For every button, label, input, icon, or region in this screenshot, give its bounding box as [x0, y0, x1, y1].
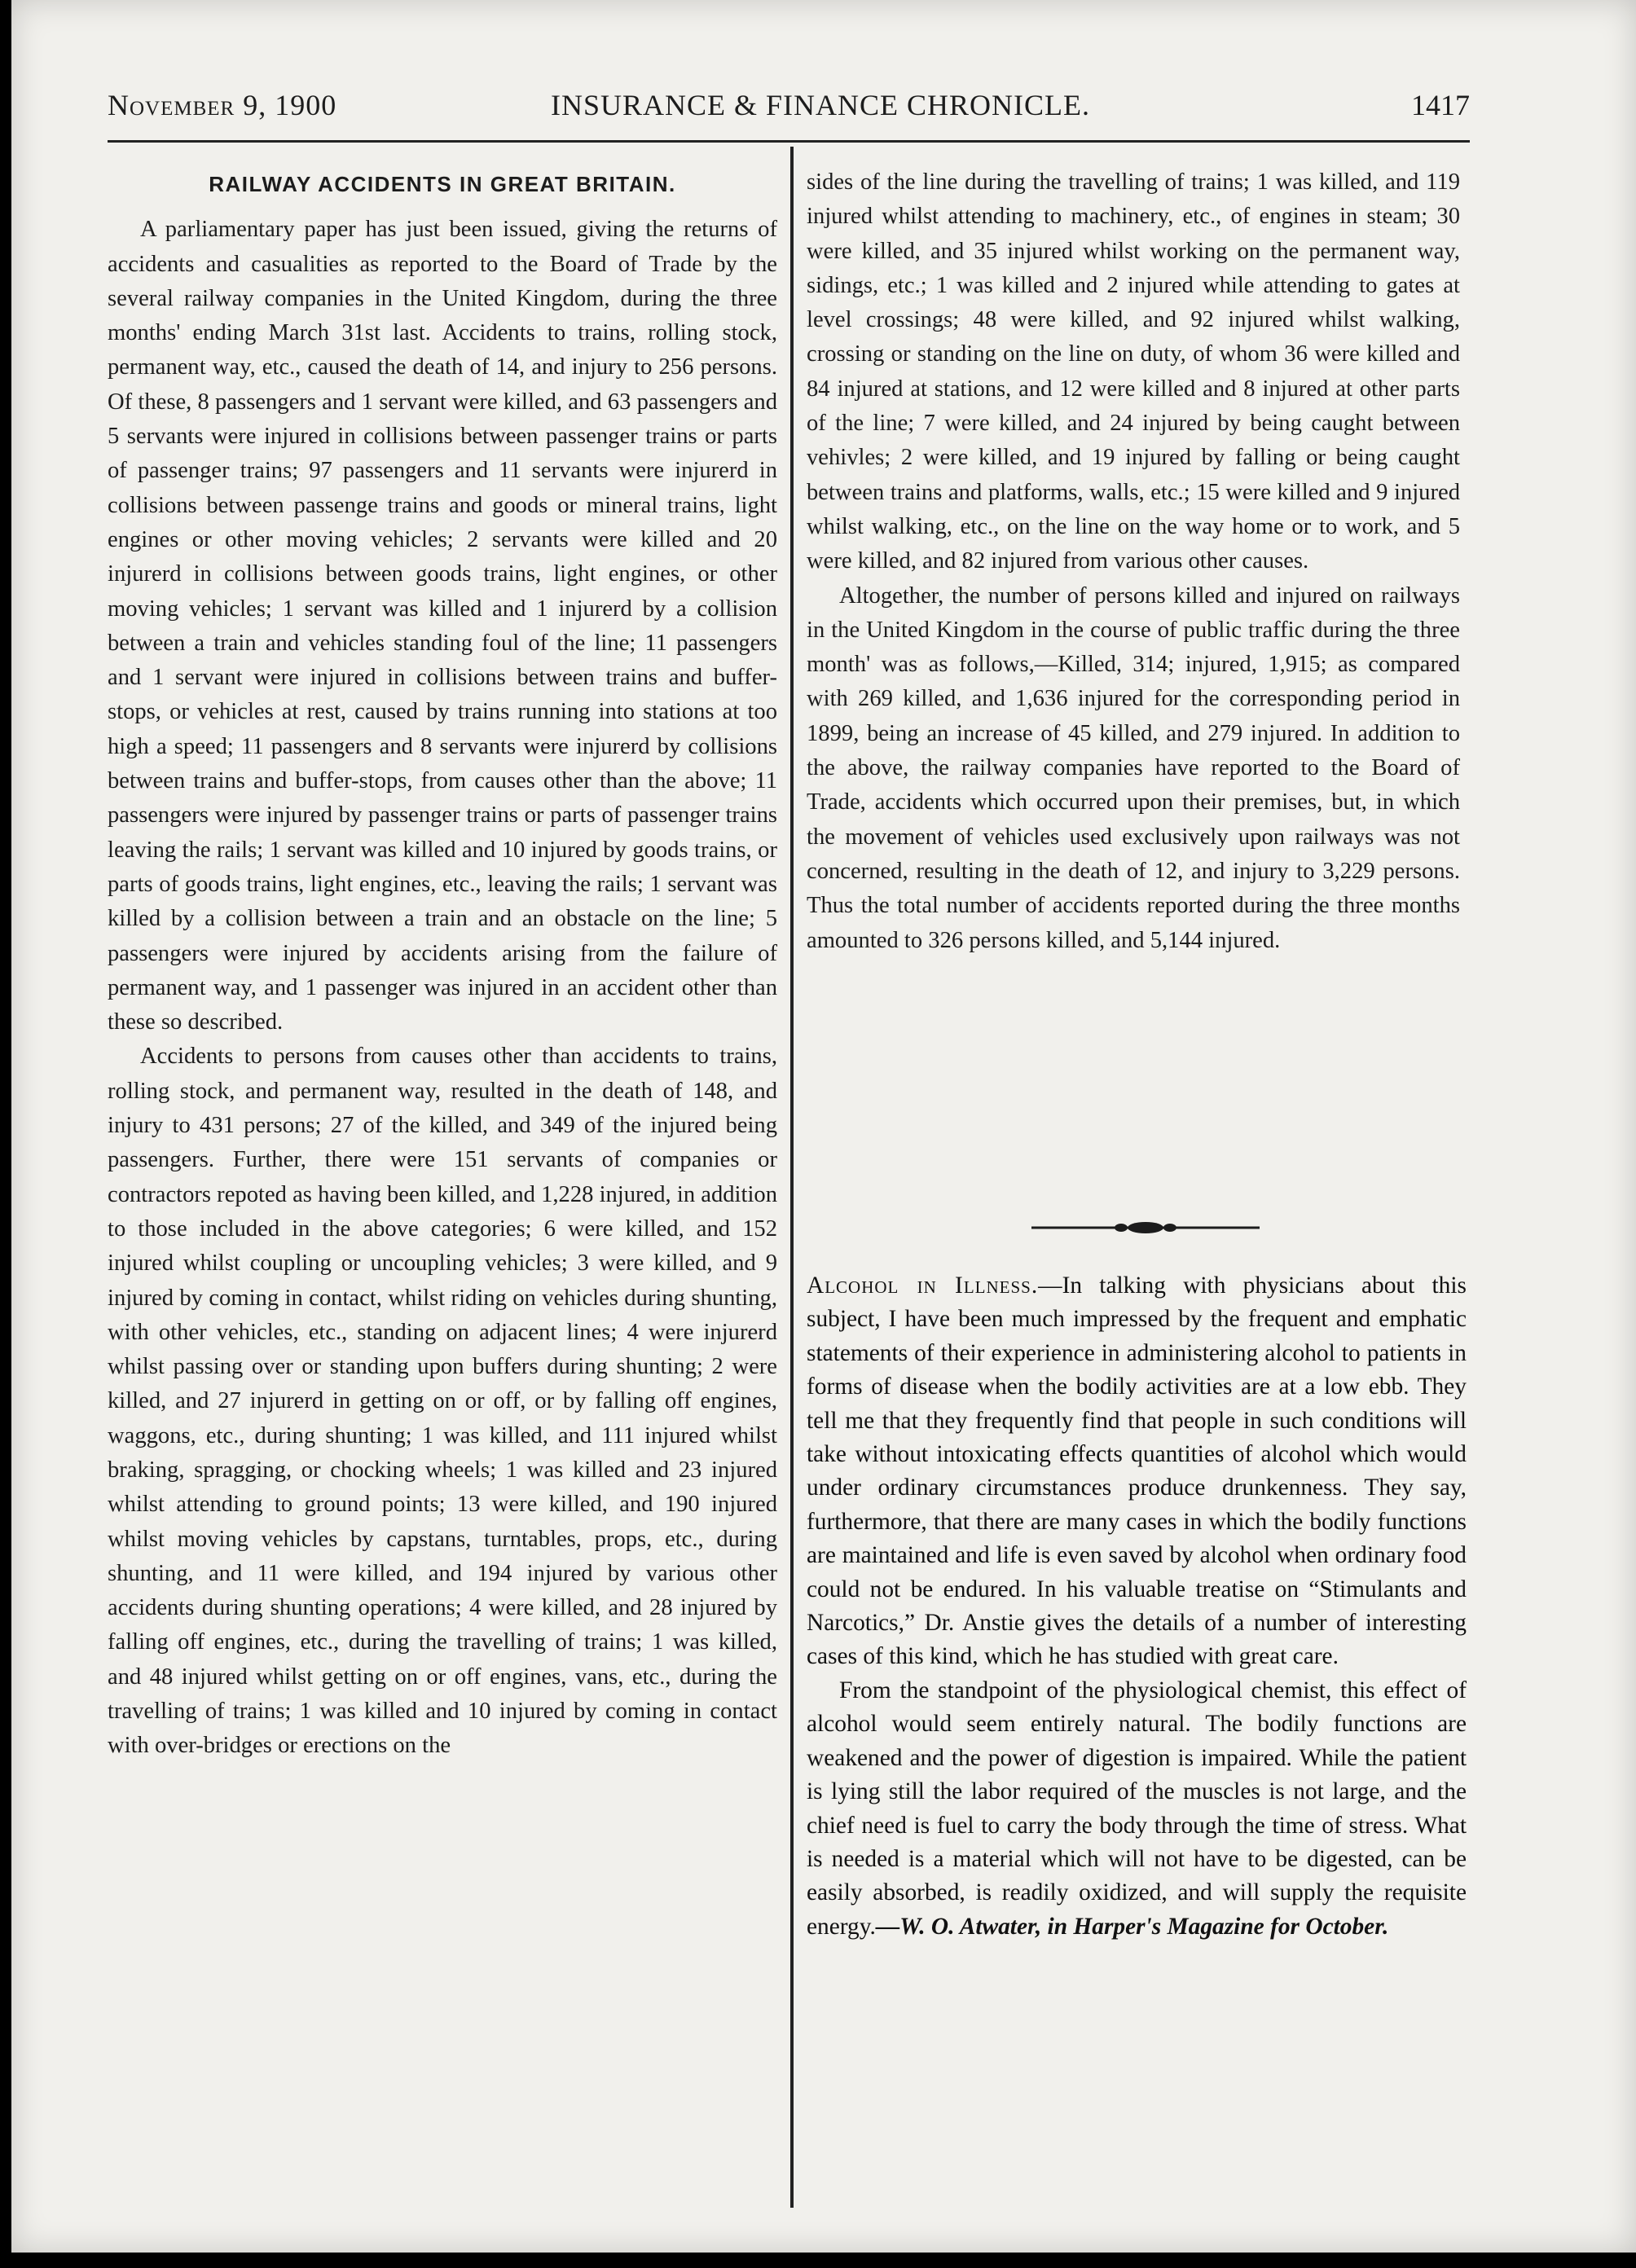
attribution: —W. O. Atwater, in Harper's Magazine for October.	[875, 1913, 1389, 1940]
alcohol-lead: Alcohol in Illness.	[807, 1272, 1039, 1299]
left-column	[108, 167, 777, 1764]
article-heading: RAILWAY ACCIDENTS IN GREAT BRITAIN.	[209, 172, 676, 196]
column-divider	[790, 147, 794, 2208]
alcohol-paragraph-1-body: —In talking with physicians about this subject, I have been much impressed by the frequent and emphatic statements of their experience in administering alcohol to patients in forms of disease when the bodily activities are at a low ebb. They tell me that they frequently find that people in such conditions will take without intoxicating effects quantities of alcohol which would under ordinary circumstances produce drunkenness. They say, furthermore, that there are many cases in which the bodily functions are maintained and life is even saved by alcohol when ordinary food could not be endured. In his valuable treatise on “Stimulants and Narcotics,” Dr. Anstie gives the details of a number of interesting cases of this kind, which he has studied with great care.	[807, 1272, 1467, 1670]
publication-title: INSURANCE & FINANCE CHRONICLE.	[550, 89, 1091, 121]
railway-paragraph-3: Altogether, the number of persons killed and injured on railways in the United Kingdom in the course of public traffic during the three month' was as follows,—Killed, 314; injured, 1,915; as compared with 269 killed, and 1,636 injured for the corresponding period in 1899, being an increase of 45 killed, and 279 injured. In addition to the above, the railway companies have reported to the Board of Trade, accidents which occurred upon their premises, but, in which the movement of vehicles used exclusively upon railways was not concerned, resulting in the death of 12, and injury to 3,229 persons. Thus the total number of accidents reported during the three months amounted to 326 persons killed, and 5,144 injured.	[807, 582, 1460, 953]
page-number: 1417	[1411, 89, 1470, 121]
railway-paragraph-2-part-a	[108, 1040, 777, 1763]
page-header	[108, 88, 1470, 137]
alcohol-paragraph-2-body: From the standpoint of the physiological chemist, this effect of alcohol would seem entirely natural. The bodily functions are weakened and the power of digestion is impaired. While the patient is lying still the labor required of the muscles is not large, and the chief need is fuel to carry the body through the time of stress. What is needed is a material which will not have to be digested, can be easily absorbed, is readily oxidized, and will supply the requisite energy.	[807, 1677, 1467, 1940]
header-rule	[108, 140, 1470, 143]
railway-paragraph-2-part-b	[807, 165, 1460, 579]
railway-paragraph-2-text-b: sides of the line during the travelling of trains; 1 was killed, and 119 injured whilst attending to machinery, etc., of engines in steam; 30 were killed, and 35 injured whilst working on the permanent way, sidings, etc.; 1 was killed and 2 injured while attending to gates at level crossings; 48 were killed, and 92 injured whilst walking, crossing or standing on the line on duty, of whom 36 were killed and 84 injured at stations, and 12 were killed and 8 injured at other parts of the line; 7 were killed, and 24 injured by being caught between vehivles; 2 were killed, and 19 injured by falling or being caught between trains and platforms, walls, etc.; 15 were killed and 9 injured whilst walking, etc., on the line on the way home or to work, and 5 were killed, and 82 injured from various other causes.	[807, 169, 1460, 574]
right-column-top	[807, 165, 1460, 958]
issue-date: November 9, 1900	[108, 89, 337, 121]
alcohol-paragraph-2	[807, 1674, 1467, 1944]
section-ornament	[1031, 1217, 1260, 1238]
railway-paragraph-2-text-a: Accidents to persons from causes other than accidents to trains, rolling stock, and permanent way, resulted in the death of 148, and injury to 431 persons; 27 of the killed, and 349 of the injured being passengers. Further, there were 151 servants of companies or contractors repoted as having been killed, and 1,228 injured, in addition to those included in the above categories; 6 were killed, and 152 injured whilst coupling or uncoupling vehicles; 3 were killed, and 9 injured by coming in contact, whilst riding on vehicles during shunting, with other vehicles, etc., standing on adjacent lines; 4 were injurerd whilst passing over or standing upon buffers during shunting; 2 were killed, and 27 injurerd in getting on or off, or by falling off engines, waggons, etc., during shunting; 1 was killed, and 111 injured whilst braking, spragging, or chocking wheels; 1 was killed and 23 injured whilst attending to ground points; 13 were killed, and 190 injured whilst moving vehicles by capstans, turntables, props, etc., during shunting, and 11 were killed, and 194 injured by various other accidents during shunting operations; 4 were killed, and 28 injured by falling off engines, etc., during the travelling of trains; 1 was killed, and 48 injured whilst getting on or off engines, vans, etc., during the travelling of trains; 1 was killed and 10 injured by coming in contact with over-bridges or erections on the	[108, 1044, 777, 1759]
railway-paragraph-1: A parliamentary paper has just been issued, giving the returns of accidents and casualities as reported to the Board of Trade by the several railway companies in the United Kingdom, during the three months' ending March 31st last. Accidents to trains, rolling stock, permanent way, etc., caused the death of 14, and injury to 256 persons. Of these, 8 passengers and 1 servant were killed, and 63 passengers and 5 servants were injured in collisions between passenger trains or parts of passenger trains; 97 passengers and 11 servants were injurerd in collisions between passenge trains and goods or mineral trains, light engines or other moving vehicles; 2 servants were killed and 20 injurerd in collisions between goods trains, light engines, or other moving vehicles; 1 servant was killed and 1 injurerd by a collision between a train and vehicles standing foul of the line; 11 passengers and 1 servant were injured in collisions between trains and buffer-stops, or vehicles at rest, caused by trains running into stations at too high a speed; 11 passengers and 8 servants were injurerd by collisions between trains and buffer-stops, from causes other than the above; 11 passengers were injured by passenger trains or parts of passenger trains leaving the rails; 1 servant was killed and 10 injured by goods trains, or parts of goods trains, light engines, etc., leaving the rails; 1 servant was killed by a collision between a train and an obstacle on the line; 5 passengers were injured by accidents arising from the failure of permanent way, and 1 passenger was injured in an accident other than these so described.	[108, 217, 777, 1035]
alcohol-article	[807, 1269, 1467, 1944]
alcohol-paragraph-1	[807, 1269, 1467, 1674]
newspaper-page	[11, 0, 1636, 2253]
